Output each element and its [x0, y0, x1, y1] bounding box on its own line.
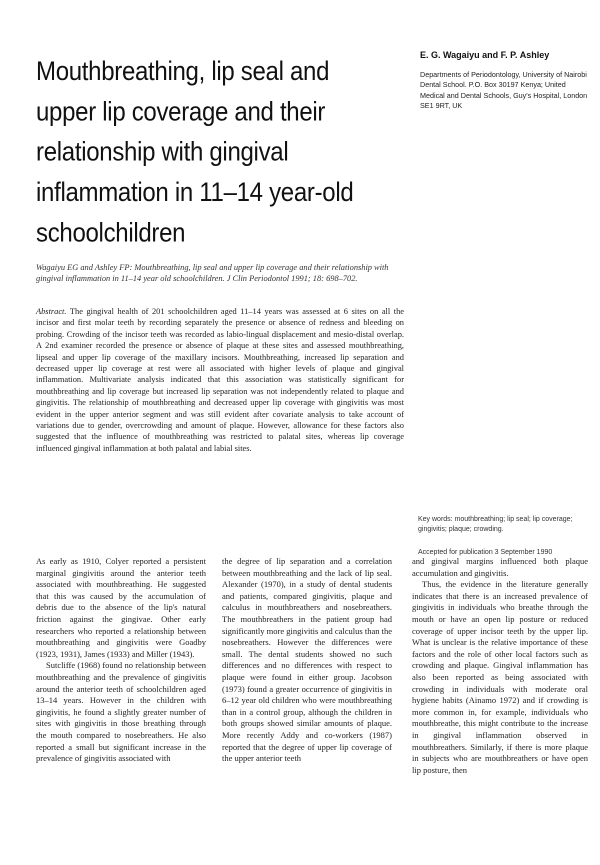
citation: Wagaiyu EG and Ashley FP: Mouthbreathing, lip seal and upper lip coverage and their relationship with gingival inflammation in 11–14 year old schoolchildren. J Clin Periodontol 1991; 18: 698–702. — [36, 263, 389, 283]
accepted-date: Accepted for publication 3 September 1990 — [418, 549, 553, 556]
paragraph: Thus, the evidence in the literature generally indicates that there is an increased prevalence of gingivitis in individuals who breathe through the mouth or have an open lip posture or reduced coverage of upper incisor teeth by the upper lip. What is unclear is the relative importance of these factors and the role of other local factors such as crowding and plaque. Gingival inflammation has also been reported as being associated with crowding in individuals with moderate oral hygiene habits (Ainamo 1972) and if crowding is more common in, for example, individuals who mouthbreathe, this might contribute to the increase in gingival inflammation observed in mouthbreathers. Similarly, if there is more plaque in subjects who are mouthbreathers or have open lip posture, then — [412, 579, 588, 775]
affiliation: Departments of Periodontology, University of Nairobi Dental School. P.O. Box 30197 Kenya; United Medical and Dental Schools, Guy's Hospital, London SE1 9RT, UK — [420, 70, 588, 111]
paragraph: As early as 1910, Colyer reported a persistent marginal gingivitis around the anterior teeth associated with mouthbreathing. He suggested that this was caused by the accumulation of debris due to the absence of the lip's natural friction against the gingivae. Other early researchers who reported a relationship between mouthbreathing and gingivitis were Goadby (1923, 1931), James (1933) and Miller (1943). — [36, 556, 206, 659]
paragraph: Sutcliffe (1968) found no relationship between mouthbreathing and the prevalence of gingivitis around the anterior teeth of schoolchildren aged 13–14 years. However in the children with gingivitis, he found a slightly greater number of sites with gingivitis in those breathing through the mouth compared to nosebreathers. He also reported a small but significant increase in the prevalence of gingivitis associated with — [36, 660, 206, 764]
keywords: Key words: mouthbreathing; lip seal; lip coverage; gingivitis; plaque; crowding. — [418, 516, 573, 533]
paragraph: and gingival margins influenced both plaque accumulation and gingivitis. — [412, 556, 588, 578]
paragraph: the degree of lip separation and a correlation between mouthbreathing and the lack of lip seal. Alexander (1970), in a study of dental students and patients, compared gingivitis, plaque and calculus in mouthbreathers and nosebreathers. The mouthbreathers in the patient group had significantly more gingivitis and calculus than the nosebreathers. However the differences were small. The dental students showed no such differences and no differences with respect to plaque were found in either group. Jacobson (1973) found a greater occurrence of gingivitis in 6–12 year old children who were mouthbreathing than in a control group, although the children in both groups showed similar amounts of plaque. More recently Addy and co-workers (1987) reported that the degree of upper lip coverage of the upper anterior teeth — [222, 556, 392, 764]
body-column-1 — [36, 556, 206, 765]
body-column-3 — [412, 556, 588, 776]
abstract — [36, 306, 404, 454]
abstract-text: The gingival health of 201 schoolchildren aged 11–14 years was assessed at 6 sites on all the incisor and first molar teeth by recording separately the presence or absence of redness and bleeding on probing. Crowding of the incisor teeth was recorded as labio-lingual displacement and mesio-distal overlap. A 2nd examiner recorded the presence or absence of plaque at these sites and assessed mouthbreathing, lipseal and upper lip coverage of the maxillary incisors. Mouthbreathing, increased lip separation and decreased upper lip coverage at rest were all associated with higher levels of plaque and gingival inflammation. Multivariate analysis indicated that this association was statistically significant for mouthbreathing and lip coverage but increased lip separation was not independently related to plaque and gingivitis. The relationship of mouthbreathing and decreased upper lip coverage with gingivitis was most evident in the upper anterior segment and was still evident after covariate analysis to take account of variations due to gender, overcrowding and amount of plaque. However, allowance for these factors also suggested that the influence of mouthbreathing was restricted to palatal sites, whereas lip coverage influenced gingival inflammation at both palatal and labial sites. — [36, 307, 404, 453]
authors: E. G. Wagaiyu and F. P. Ashley — [420, 50, 550, 60]
article-title: Mouthbreathing, lip seal and upper lip coverage and their relationship with gingival inflammation in 11–14 year-old schoolchildren — [36, 56, 354, 248]
abstract-label: Abstract. — [36, 307, 67, 316]
body-column-2 — [222, 556, 392, 765]
